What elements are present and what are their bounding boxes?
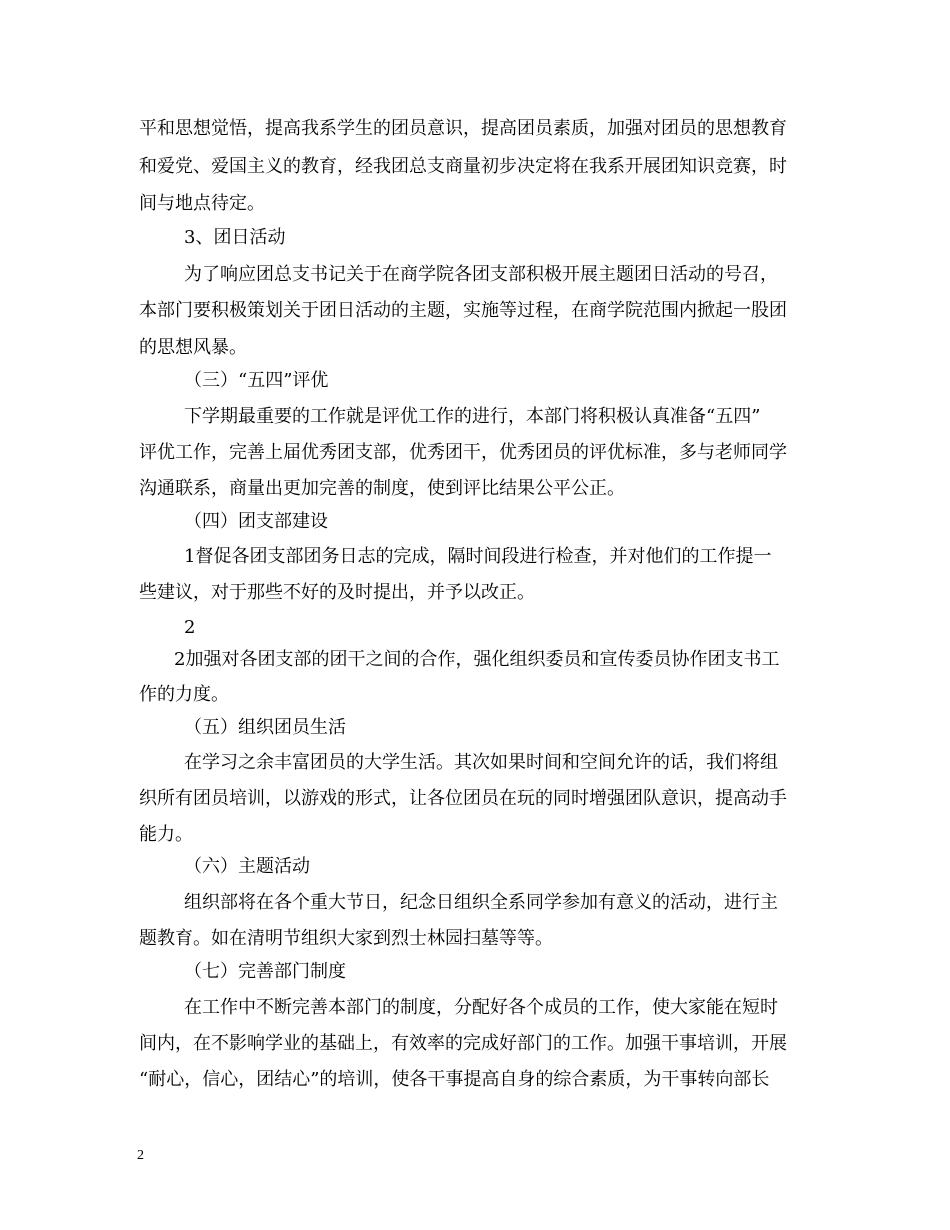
text-line: 1督促各团支部团务日志的完成，隔时间段进行检查，并对他们的工作提一	[184, 546, 772, 567]
section-heading: （六）主题活动	[184, 856, 310, 877]
text-line: 间与地点待定。	[139, 193, 265, 214]
text-line: 作的力度。	[139, 684, 229, 705]
text-line: 的思想风暴。	[139, 337, 247, 358]
section-heading: （四）团支部建设	[184, 511, 328, 532]
text-line: 平和思想觉悟，提高我系学生的团员意识，提高团员素质，加强对团员的思想教育	[139, 118, 787, 139]
text-line: 本部门要积极策划关于团日活动的主题，实施等过程，在商学院范围内掀起一股团	[139, 300, 787, 321]
section-heading: （七）完善部门制度	[184, 961, 346, 982]
section-heading: 3、团日活动	[184, 227, 286, 248]
text-line: 和爱党、爱国主义的教育，经我团总支商量初步决定将在我系开展团知识竞赛，时	[139, 156, 787, 177]
section-heading: （三）“五四”评优	[184, 370, 329, 391]
text-line: 2加强对各团支部的团干之间的合作，强化组织委员和宣传委员协作团支书工	[174, 649, 780, 670]
text-line: 评优工作，完善上届优秀团支部，优秀团干，优秀团员的评优标准，多与老师同学	[139, 442, 787, 463]
text-line: 在工作中不断完善本部门的制度，分配好各个成员的工作，使大家能在短时	[184, 997, 778, 1018]
text-line: 组织部将在各个重大节日，纪念日组织全系同学参加有意义的活动，进行主	[184, 892, 778, 913]
page-number: 2	[137, 1148, 144, 1163]
text-line: 下学期最重要的工作就是评优工作的进行，本部门将积极认真准备“五四”	[184, 406, 761, 427]
section-heading: （五）组织团员生活	[184, 717, 346, 738]
text-line: 能力。	[139, 824, 193, 845]
text-line: 织所有团员培训，以游戏的形式，让各位团员在玩的同时增强团队意识，提高动手	[139, 788, 787, 809]
text-line: “耐心，信心，团结心”的培训，使各干事提高自身的综合素质，为干事转向部长	[139, 1069, 770, 1090]
text-line: 间内，在不影响学业的基础上，有效率的完成好部门的工作。加强干事培训，开展	[139, 1033, 787, 1054]
text-line: 题教育。如在清明节组织大家到烈士林园扫墓等等。	[139, 928, 553, 949]
text-line: 为了响应团总支书记关于在商学院各团支部积极开展主题团日活动的号召，	[184, 264, 778, 285]
text-line: 2	[184, 617, 196, 638]
text-line: 沟通联系，商量出更加完善的制度，使到评比结果公平公正。	[139, 478, 625, 499]
text-line: 些建议，对于那些不好的及时提出，并予以改正。	[139, 582, 535, 603]
text-line: 在学习之余丰富团员的大学生活。其次如果时间和空间允许的话，我们将组	[184, 752, 778, 773]
